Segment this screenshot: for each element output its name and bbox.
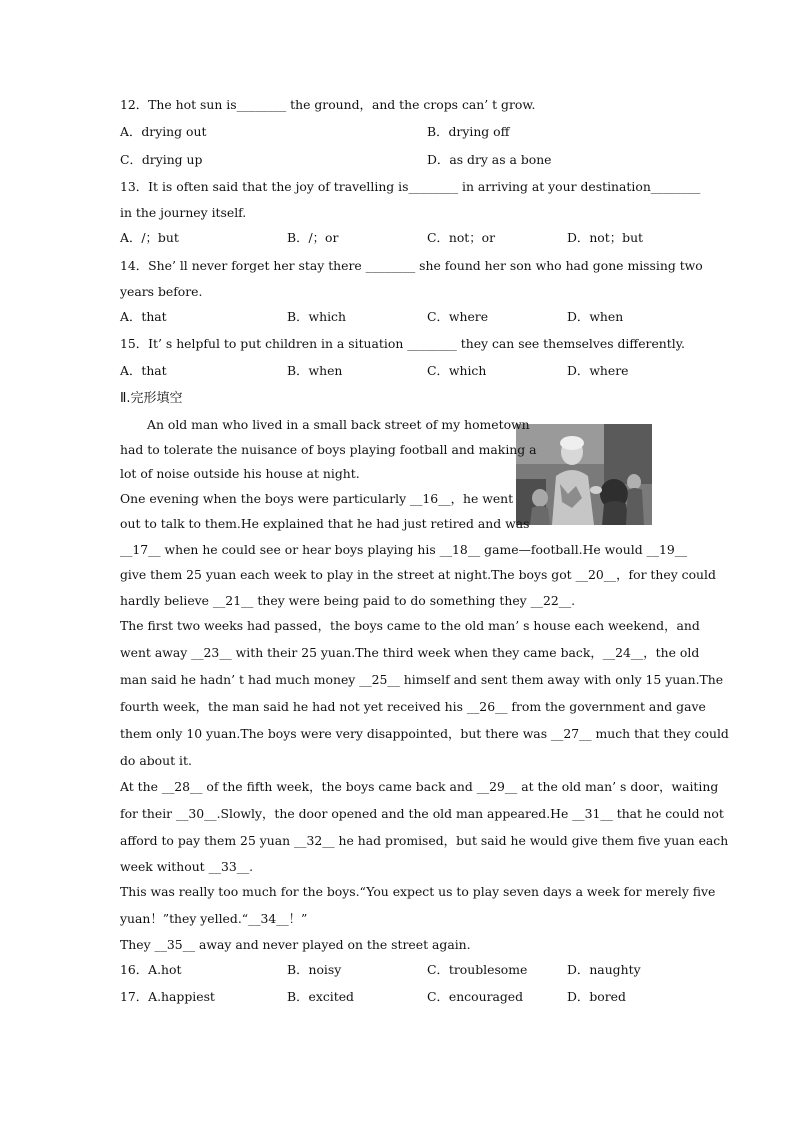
passage-line-16: for their __30__.Slowly，the door opened and the old man appeared.He __31__ that he could not [120, 806, 724, 821]
question-14-stem-line1: 14．She’ ll never forget her stay there ________ she found her son who had gone missing two [120, 258, 703, 273]
passage-line-2: had to tolerate the nuisance of boys playing football and making a [120, 442, 537, 457]
passage-line-9: The first two weeks had passed，the boys came to the old man’ s house each weekend，and [120, 618, 700, 633]
question-15-option-c: C．which [427, 363, 487, 378]
question-17-option-a: 17．A.happiest [120, 989, 215, 1004]
passage-line-6: __17__ when he could see or hear boys playing his __18__ game—football.He would __19__ [120, 542, 688, 557]
question-17-option-b: B．excited [287, 989, 354, 1004]
question-14-option-c: C．where [427, 309, 489, 324]
question-15-option-a: A．that [120, 363, 167, 378]
question-14-option-a: A．that [120, 309, 167, 324]
section-title-cloze: Ⅱ.完形填空 [120, 391, 183, 406]
question-15-option-d: D．where [567, 363, 629, 378]
passage-line-5: out to talk to them.He explained that he had just retired and was [120, 516, 530, 531]
question-16-option-b: B．noisy [287, 962, 342, 977]
passage-line-10: went away __23__ with their 25 yuan.The third week when they came back，__24__，the old [120, 645, 700, 660]
question-17-option-d: D．bored [567, 989, 626, 1004]
question-17-option-c: C．encouraged [427, 989, 524, 1004]
passage-line-20: yuan！”they yelled.“__34__！” [120, 911, 308, 926]
question-16-option-a: 16．A.hot [120, 962, 182, 977]
question-12-stem: 12．The hot sun is________ the ground，and the crops can’ t grow. [120, 97, 536, 112]
question-13-option-c: C．not；or [427, 230, 496, 245]
question-14-option-d: D．when [567, 309, 624, 324]
question-12-option-a: A．drying out [120, 124, 207, 139]
question-13-option-a: A．/；but [120, 230, 179, 245]
question-16-option-c: C．troublesome [427, 962, 528, 977]
passage-line-12: fourth week，the man said he had not yet received his __26__ from the government and gave [120, 699, 706, 714]
passage-line-19: This was really too much for the boys.“You expect us to play seven days a week for merely five [120, 884, 716, 899]
passage-line-11: man said he hadn’ t had much money __25__ himself and sent them away with only 15 yuan.The [120, 672, 724, 687]
question-13-option-b: B．/；or [287, 230, 339, 245]
question-12-option-d: D．as dry as a bone [427, 152, 552, 167]
passage-line-1: An old man who lived in a small back street of my hometown [147, 417, 530, 432]
question-15-stem: 15．It’ s helpful to put children in a situation ________ they can see themselves differently. [120, 336, 686, 351]
question-13-stem-line1: 13．It is often said that the joy of travelling is________ in arriving at your destination________ [120, 179, 701, 194]
question-13-option-d: D．not；but [567, 230, 644, 245]
old-woman-with-children-photo [516, 424, 652, 525]
passage-line-13: them only 10 yuan.The boys were very disappointed，but there was __27__ much that they could [120, 726, 729, 741]
question-12-option-b: B．drying off [427, 124, 510, 139]
question-15-option-b: B．when [287, 363, 343, 378]
passage-line-17: afford to pay them 25 yuan __32__ he had promised，but said he would give them five yuan each [120, 833, 729, 848]
passage-line-18: week without __33__. [120, 859, 254, 874]
passage-line-8: hardly believe __21__ they were being paid to do something they __22__. [120, 593, 576, 608]
passage-line-4: One evening when the boys were particularly __16__，he went [120, 491, 514, 506]
question-16-option-d: D．naughty [567, 962, 641, 977]
question-13-stem-line2: in the journey itself. [120, 205, 247, 220]
question-14-option-b: B．which [287, 309, 346, 324]
passage-line-15: At the __28__ of the fifth week，the boys came back and __29__ at the old man’ s door，waiting [120, 779, 719, 794]
passage-line-21: They __35__ away and never played on the street again. [120, 937, 471, 952]
question-14-stem-line2: years before. [120, 284, 203, 299]
passage-line-14: do about it. [120, 753, 192, 768]
question-12-option-c: C．drying up [120, 152, 203, 167]
passage-line-3: lot of noise outside his house at night. [120, 466, 360, 481]
passage-line-7: give them 25 yuan each week to play in the street at night.The boys got __20__，for they could [120, 567, 716, 582]
